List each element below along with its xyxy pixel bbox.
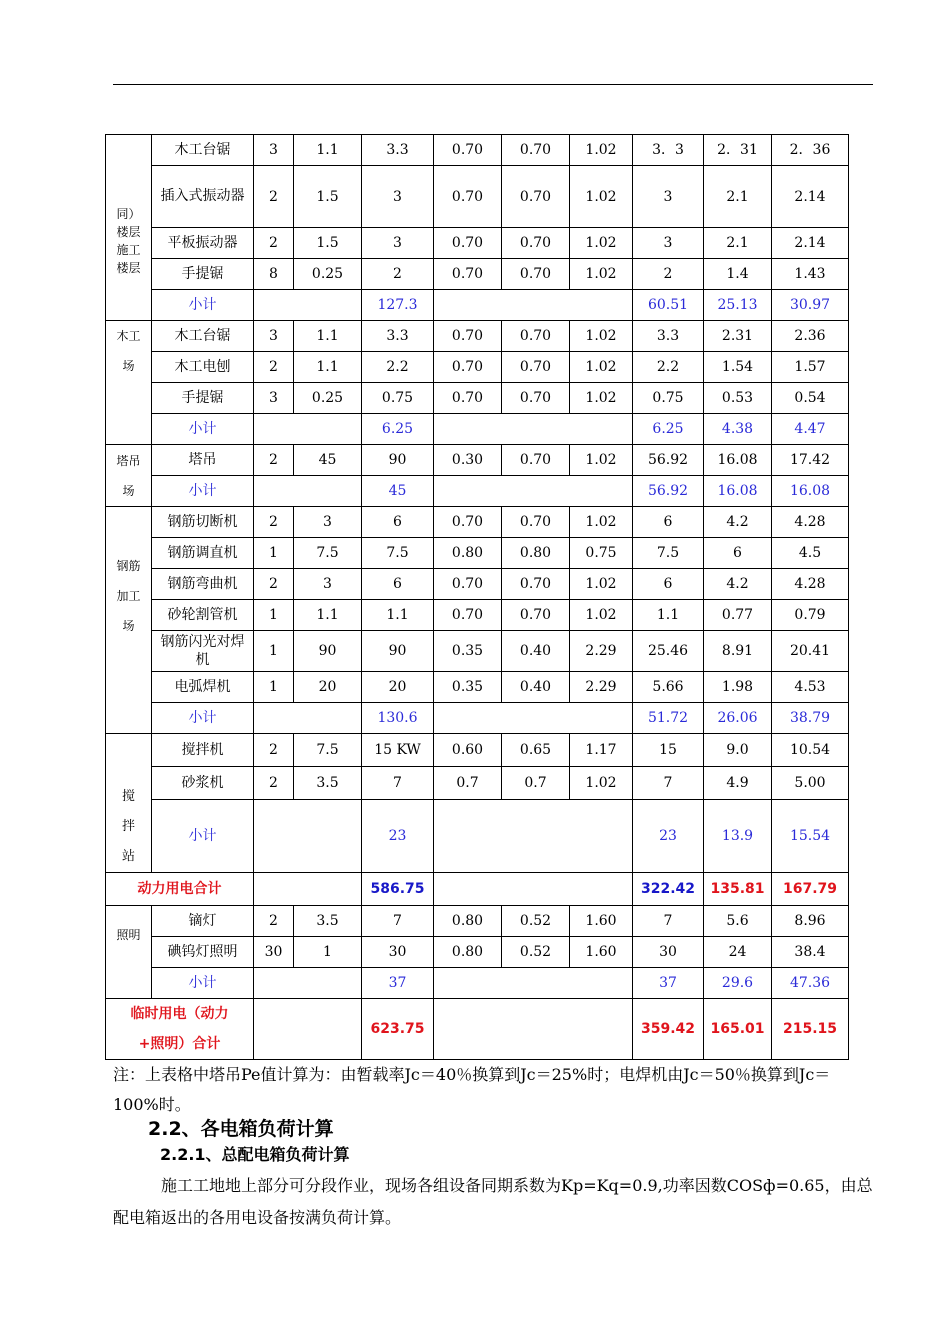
subtotal-p: 60.51: [633, 290, 704, 321]
subtotal-q: 4.38: [704, 414, 772, 445]
subtotal-p: 56.92: [633, 476, 704, 507]
cell: 手提锯: [152, 259, 254, 290]
cell: [254, 476, 362, 507]
cell: 2: [254, 445, 294, 476]
table-row: [106, 228, 849, 259]
cell: 0.30: [434, 445, 502, 476]
cell: 1.02: [570, 352, 633, 383]
cell: 5.66: [633, 672, 704, 703]
cell: 16.08: [704, 445, 772, 476]
cell: 镝灯: [152, 906, 254, 937]
cell: 1.1: [633, 600, 704, 631]
cell: [434, 703, 633, 734]
cell: 0.40: [502, 631, 570, 672]
cell: 0.75: [633, 383, 704, 414]
cell: 90: [294, 631, 362, 672]
table-row: [106, 538, 849, 569]
subtotal-label: 小计: [152, 968, 254, 999]
power-total-p: 322.42: [633, 873, 704, 906]
subtotal-p: 6.25: [633, 414, 704, 445]
cell: 3: [254, 321, 294, 352]
cell: 7.5: [362, 538, 434, 569]
cell: 0.70: [502, 321, 570, 352]
cell: 38.4: [772, 937, 849, 968]
table-row: [106, 259, 849, 290]
cell: 20: [362, 672, 434, 703]
cell: 6: [362, 507, 434, 538]
cell: 电弧焊机: [152, 672, 254, 703]
cell: [434, 873, 633, 906]
load-table: [105, 134, 849, 1060]
cell: [254, 290, 362, 321]
cell: 1.02: [570, 600, 633, 631]
cell: 木工电刨: [152, 352, 254, 383]
cell: 1.57: [772, 352, 849, 383]
cell: 56.92: [633, 445, 704, 476]
table-row: [106, 600, 849, 631]
cell: [254, 703, 362, 734]
subtotal-s: 30.97: [772, 290, 849, 321]
table-row: [106, 135, 849, 166]
subtotal-pe: 37: [362, 968, 434, 999]
group-label: 塔吊 场: [106, 445, 152, 507]
table-row: [106, 352, 849, 383]
cell: 钢筋切断机: [152, 507, 254, 538]
cell: 0.75: [362, 383, 434, 414]
cell: 塔吊: [152, 445, 254, 476]
cell: 0.70: [502, 600, 570, 631]
cell: 5.00: [772, 767, 849, 800]
table-row: [106, 767, 849, 800]
cell: 钢筋弯曲机: [152, 569, 254, 600]
cell: 0.70: [502, 259, 570, 290]
cell: 2: [254, 569, 294, 600]
cell: 1.43: [772, 259, 849, 290]
cell: [434, 414, 633, 445]
table-row: [106, 383, 849, 414]
cell: 0.35: [434, 631, 502, 672]
cell: 7: [362, 767, 434, 800]
subtotal-p: 23: [633, 800, 704, 873]
cell: 3.3: [633, 321, 704, 352]
cell: 3.3: [362, 135, 434, 166]
cell: 1.60: [570, 906, 633, 937]
cell: 20.41: [772, 631, 849, 672]
cell: 2.31: [704, 321, 772, 352]
cell: 0.70: [502, 507, 570, 538]
group-label: 照明: [106, 906, 152, 999]
power-total-q: 135.81: [704, 873, 772, 906]
cell: 17.42: [772, 445, 849, 476]
subtotal-s: 16.08: [772, 476, 849, 507]
cell: 0.7: [502, 767, 570, 800]
cell: 0.70: [434, 600, 502, 631]
section-heading: 2.2、各电箱负荷计算: [148, 1118, 334, 1140]
power-total-s: 167.79: [772, 873, 849, 906]
cell: 1.02: [570, 228, 633, 259]
cell: 2: [254, 166, 294, 228]
cell: 8: [254, 259, 294, 290]
cell: 0.70: [434, 321, 502, 352]
cell: 1.02: [570, 259, 633, 290]
cell: 90: [362, 631, 434, 672]
subtotal-label: 小计: [152, 290, 254, 321]
table-row: [106, 445, 849, 476]
subtotal-pe: 127.3: [362, 290, 434, 321]
cell: 4.9: [704, 767, 772, 800]
cell: 0.70: [434, 352, 502, 383]
cell: 3．3: [633, 135, 704, 166]
cell: 0.70: [502, 445, 570, 476]
cell: 0.70: [434, 228, 502, 259]
subtotal-p: 51.72: [633, 703, 704, 734]
cell: 90: [362, 445, 434, 476]
cell: 2．31: [704, 135, 772, 166]
table-note: 注：上表格中塔吊Pe值计算为：由暂载率Jc＝40％换算到Jc＝25%时；电焊机由Jc＝50％换算到Jc＝100%时。: [113, 1065, 831, 1114]
cell: 1.02: [570, 445, 633, 476]
cell: 7.5: [633, 538, 704, 569]
cell: 4.28: [772, 569, 849, 600]
cell: [254, 999, 362, 1060]
cell: 0.35: [434, 672, 502, 703]
cell: 0.70: [434, 507, 502, 538]
cell: [434, 476, 633, 507]
cell: 木工台锯: [152, 135, 254, 166]
group-label: 木工 场: [106, 321, 152, 445]
subtotal-row: [106, 476, 849, 507]
power-total-label: 动力用电合计: [106, 873, 254, 906]
cell: 6: [633, 507, 704, 538]
subtotal-label: 小计: [152, 476, 254, 507]
grand-total-q: 165.01: [704, 999, 772, 1060]
cell: 3: [254, 135, 294, 166]
cell: 6: [362, 569, 434, 600]
cell: 6: [633, 569, 704, 600]
cell: 1.02: [570, 383, 633, 414]
cell: 0.52: [502, 937, 570, 968]
cell: 2.1: [704, 228, 772, 259]
cell: 2．36: [772, 135, 849, 166]
cell: 3: [254, 383, 294, 414]
cell: 平板振动器: [152, 228, 254, 259]
subtotal-row: [106, 414, 849, 445]
cell: 30: [633, 937, 704, 968]
subtotal-label: 小计: [152, 414, 254, 445]
subtotal-row: [106, 703, 849, 734]
cell: 0.52: [502, 906, 570, 937]
cell: 2: [254, 228, 294, 259]
subtotal-label: 小计: [152, 703, 254, 734]
cell: 1.1: [294, 321, 362, 352]
cell: 1.54: [704, 352, 772, 383]
grand-total-row: [106, 999, 849, 1060]
cell: 7: [362, 906, 434, 937]
cell: 0.40: [502, 672, 570, 703]
subtotal-s: 15.54: [772, 800, 849, 873]
cell: 0.70: [434, 166, 502, 228]
cell: 搅拌机: [152, 734, 254, 767]
cell: 8.96: [772, 906, 849, 937]
subtotal-row: [106, 968, 849, 999]
cell: 0.80: [434, 906, 502, 937]
cell: 0.80: [502, 538, 570, 569]
cell: 4.5: [772, 538, 849, 569]
cell: 1: [254, 672, 294, 703]
cell: 2.14: [772, 166, 849, 228]
cell: 20: [294, 672, 362, 703]
cell: 2.14: [772, 228, 849, 259]
cell: 1.02: [570, 135, 633, 166]
cell: 6: [704, 538, 772, 569]
cell: 钢筋闪光对焊机: [152, 631, 254, 672]
cell: 2: [254, 906, 294, 937]
cell: 8.91: [704, 631, 772, 672]
table-row: [106, 166, 849, 228]
cell: 1.5: [294, 228, 362, 259]
cell: 3.5: [294, 767, 362, 800]
power-total-row: [106, 873, 849, 906]
cell: 0.70: [434, 569, 502, 600]
subsection-heading: 2.2.1、总配电箱负荷计算: [160, 1145, 350, 1164]
cell: 0.80: [434, 937, 502, 968]
header-rule: [113, 84, 873, 85]
cell: 1.1: [294, 352, 362, 383]
subtotal-q: 29.6: [704, 968, 772, 999]
grand-total-p: 359.42: [633, 999, 704, 1060]
cell: 45: [294, 445, 362, 476]
cell: 砂浆机: [152, 767, 254, 800]
subtotal-q: 25.13: [704, 290, 772, 321]
cell: 10.54: [772, 734, 849, 767]
cell: 2: [254, 507, 294, 538]
cell: 1.1: [294, 600, 362, 631]
cell: 4.53: [772, 672, 849, 703]
cell: 0.7: [434, 767, 502, 800]
cell: [254, 873, 362, 906]
cell: 2: [254, 734, 294, 767]
cell: 1.60: [570, 937, 633, 968]
table-row: [106, 906, 849, 937]
subtotal-row: [106, 800, 849, 873]
cell: [254, 414, 362, 445]
cell: 0.80: [434, 538, 502, 569]
cell: 0.70: [502, 166, 570, 228]
cell: 木工台锯: [152, 321, 254, 352]
cell: 7: [633, 906, 704, 937]
cell: 0.70: [502, 383, 570, 414]
cell: [254, 800, 362, 873]
table-row: [106, 734, 849, 767]
cell: 4.2: [704, 507, 772, 538]
cell: 0.25: [294, 259, 362, 290]
cell: 3: [633, 228, 704, 259]
cell: [434, 968, 633, 999]
cell: 25.46: [633, 631, 704, 672]
cell: 3.3: [362, 321, 434, 352]
cell: 0.70: [502, 569, 570, 600]
cell: 30: [362, 937, 434, 968]
cell: 1: [254, 600, 294, 631]
cell: 7.5: [294, 734, 362, 767]
cell: 0.65: [502, 734, 570, 767]
cell: [434, 290, 633, 321]
grand-total-pe: 623.75: [362, 999, 434, 1060]
table-row: [106, 672, 849, 703]
cell: 1.02: [570, 569, 633, 600]
cell: 砂轮割管机: [152, 600, 254, 631]
grand-total-label: 临时用电（动力+照明）合计: [106, 999, 254, 1060]
cell: 1.1: [362, 600, 434, 631]
subtotal-row: [106, 290, 849, 321]
power-total-pe: 586.75: [362, 873, 434, 906]
cell: 5.6: [704, 906, 772, 937]
grand-total-s: 215.15: [772, 999, 849, 1060]
subtotal-pe: 6.25: [362, 414, 434, 445]
cell: 2.29: [570, 631, 633, 672]
group-label: 同） 楼层 施工 楼层: [106, 135, 152, 321]
cell: 0.70: [502, 135, 570, 166]
cell: 1.02: [570, 767, 633, 800]
cell: 0.70: [502, 352, 570, 383]
cell: 1.17: [570, 734, 633, 767]
subtotal-pe: 130.6: [362, 703, 434, 734]
cell: 3: [362, 166, 434, 228]
cell: 2.29: [570, 672, 633, 703]
cell: 0.70: [434, 383, 502, 414]
cell: 4.2: [704, 569, 772, 600]
cell: 2.1: [704, 166, 772, 228]
cell: 钢筋调直机: [152, 538, 254, 569]
cell: [254, 968, 362, 999]
subtotal-pe: 23: [362, 800, 434, 873]
cell: 碘钨灯照明: [152, 937, 254, 968]
table-row: [106, 569, 849, 600]
cell: 9.0: [704, 734, 772, 767]
cell: 7.5: [294, 538, 362, 569]
cell: 0.70: [502, 228, 570, 259]
subtotal-s: 47.36: [772, 968, 849, 999]
cell: 0.53: [704, 383, 772, 414]
group-label: 搅 拌 站: [106, 734, 152, 873]
cell: 15 KW: [362, 734, 434, 767]
cell: 手提锯: [152, 383, 254, 414]
cell: 2.2: [633, 352, 704, 383]
cell: 2: [633, 259, 704, 290]
cell: 0.54: [772, 383, 849, 414]
cell: 7: [633, 767, 704, 800]
cell: 2: [254, 767, 294, 800]
cell: 2: [254, 352, 294, 383]
cell: 30: [254, 937, 294, 968]
group-label: 钢筋 加工 场: [106, 507, 152, 734]
cell: 插入式振动器: [152, 166, 254, 228]
subtotal-q: 16.08: [704, 476, 772, 507]
cell: 1.02: [570, 507, 633, 538]
cell: 3: [362, 228, 434, 259]
subtotal-label: 小计: [152, 800, 254, 873]
table-row: [106, 937, 849, 968]
table-row: [106, 321, 849, 352]
cell: 2: [362, 259, 434, 290]
table-row: [106, 631, 849, 672]
cell: 1.98: [704, 672, 772, 703]
cell: 1: [254, 538, 294, 569]
cell: 1.1: [294, 135, 362, 166]
cell: 1: [254, 631, 294, 672]
subtotal-q: 13.9: [704, 800, 772, 873]
subtotal-pe: 45: [362, 476, 434, 507]
cell: 15: [633, 734, 704, 767]
cell: [434, 999, 633, 1060]
body-paragraph: 施工工地地上部分可分段作业，现场各组设备同期系数为Kp=Kq=0.9,功率因数COSф=0.65，由总配电箱返出的各用电设备按满负荷计算。: [113, 1176, 873, 1227]
cell: 3: [633, 166, 704, 228]
table-row: [106, 507, 849, 538]
cell: [434, 800, 633, 873]
cell: 4.28: [772, 507, 849, 538]
cell: 1.02: [570, 321, 633, 352]
cell: 3.5: [294, 906, 362, 937]
subtotal-s: 4.47: [772, 414, 849, 445]
cell: 0.70: [434, 259, 502, 290]
cell: 2.2: [362, 352, 434, 383]
cell: 0.60: [434, 734, 502, 767]
cell: 1.4: [704, 259, 772, 290]
subtotal-s: 38.79: [772, 703, 849, 734]
cell: 3: [294, 569, 362, 600]
cell: 0.70: [434, 135, 502, 166]
cell: 1.5: [294, 166, 362, 228]
cell: 2.36: [772, 321, 849, 352]
subtotal-p: 37: [633, 968, 704, 999]
cell: 3: [294, 507, 362, 538]
cell: 1: [294, 937, 362, 968]
cell: 24: [704, 937, 772, 968]
cell: 0.75: [570, 538, 633, 569]
cell: 0.25: [294, 383, 362, 414]
cell: 0.79: [772, 600, 849, 631]
subtotal-q: 26.06: [704, 703, 772, 734]
cell: 0.77: [704, 600, 772, 631]
cell: 1.02: [570, 166, 633, 228]
